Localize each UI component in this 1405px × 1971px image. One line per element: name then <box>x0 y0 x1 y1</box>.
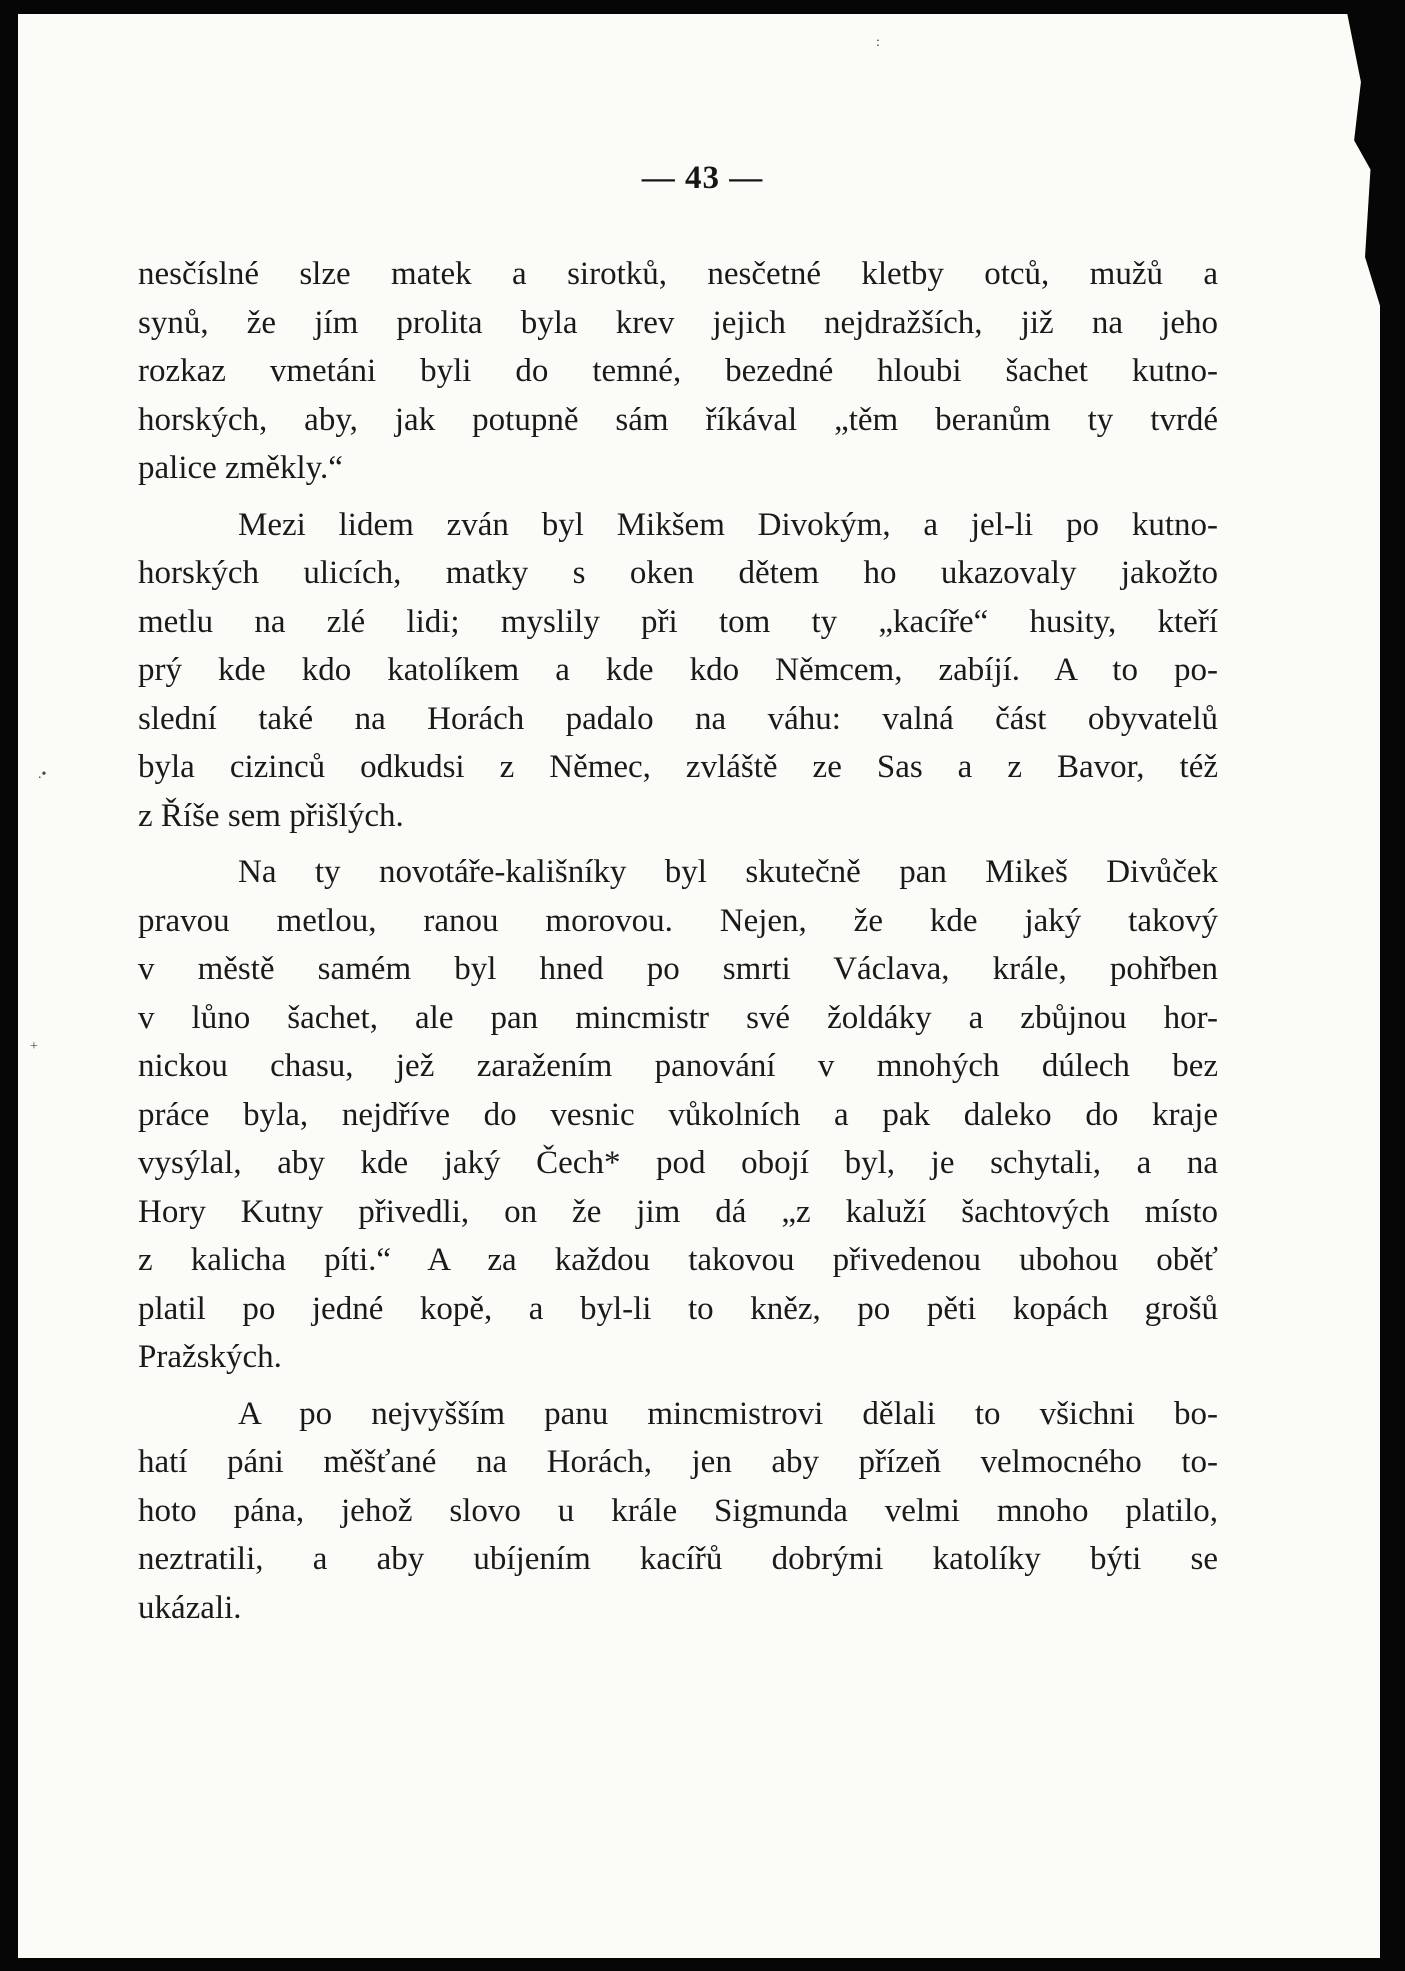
text-line: metlu na zlé lidi; myslily při tom ty „kacíře“ husity, kteří <box>138 603 1218 640</box>
text-line: palice změkly.“ <box>138 450 343 486</box>
text-line: A po nejvyšším panu mincmistrovi dělali to všichni bo- <box>238 1395 1218 1432</box>
paragraph <box>138 250 1218 493</box>
text-line: horských, aby, jak potupně sám říkával „těm beranům ty tvrdé <box>138 401 1218 438</box>
text-line: slední také na Horách padalo na váhu: valná část obyvatelů <box>138 700 1218 737</box>
text-line: platil po jedné kopě, a byl-li to kněz, po pěti kopách grošů <box>138 1290 1218 1327</box>
text-line: nesčíslné slze matek a sirotků, nesčetné kletby otců, mužů a <box>138 256 1218 292</box>
text-line: Na ty novotáře-kališníky byl skutečně pan Mikeš Divůček <box>238 854 1218 890</box>
body-text <box>138 250 1218 1632</box>
text-line: v lůno šachet, ale pan mincmistr své žoldáky a zbůjnou hor- <box>138 999 1218 1036</box>
text-line: vysýlal, aby kde jaký Čech* pod obojí byl, je schytali, a na <box>138 1145 1218 1181</box>
text-line: z kalicha píti.“ A za každou takovou přivedenou ubohou oběť <box>138 1242 1218 1278</box>
text-line: byla cizinců odkudsi z Němec, zvláště ze Sas a z Bavor, též <box>138 749 1218 785</box>
text-line: práce byla, nejdříve do vesnic vůkolních a pak daleko do kraje <box>138 1096 1218 1133</box>
text-line: hoto pána, jehož slovo u krále Sigmunda velmi mnoho platilo, <box>138 1492 1218 1529</box>
text-line: ukázali. <box>138 1589 242 1626</box>
text-line: nickou chasu, jež zaražením panování v mnohých dúlech bez <box>138 1048 1218 1084</box>
paragraph <box>138 848 1218 1382</box>
text-line: hatí páni měšťané na Horách, jen aby přízeň velmocného to- <box>138 1444 1218 1480</box>
text-line: horských ulicích, matky s oken dětem ho ukazovaly jakožto <box>138 555 1218 591</box>
paragraph <box>138 1390 1218 1633</box>
text-line: Pražských. <box>138 1339 282 1375</box>
margin-mark: .• <box>38 767 47 782</box>
margin-mark: : <box>876 35 880 50</box>
margin-mark: + <box>30 1039 38 1054</box>
paragraph <box>138 501 1218 841</box>
text-line: pravou metlou, ranou morovou. Nejen, že kde jaký takový <box>138 902 1218 939</box>
text-line: prý kde kdo katolíkem a kde kdo Němcem, zabíjí. A to po- <box>138 652 1218 688</box>
text-line: Hory Kutny přivedli, on že jim dá „z kaluží šachtových místo <box>138 1193 1218 1230</box>
text-line: synů, že jím prolita byla krev jejich nejdražších, již na jeho <box>138 304 1218 341</box>
page-number: — 43 — <box>641 160 764 196</box>
text-line: neztratili, a aby ubíjením kacířů dobrými katolíky býti se <box>138 1541 1218 1577</box>
text-line: z Říše sem přišlých. <box>138 797 404 834</box>
text-line: rozkaz vmetáni byli do temné, bezedné hloubi šachet kutno- <box>138 353 1218 389</box>
text-line: Mezi lidem zván byl Mikšem Divokým, a jel-li po kutno- <box>238 506 1218 543</box>
text-line: v městě samém byl hned po smrti Václava, krále, pohřben <box>138 951 1218 987</box>
